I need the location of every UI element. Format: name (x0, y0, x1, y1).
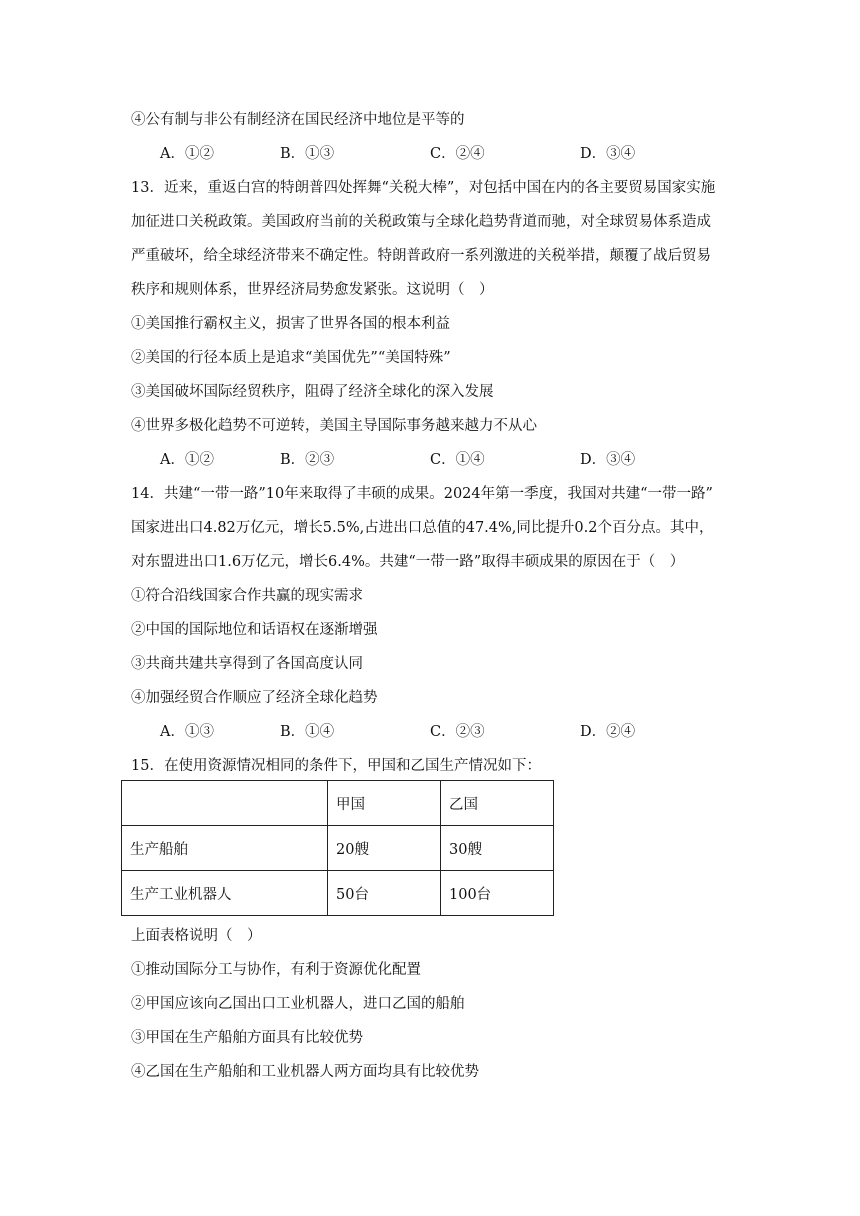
table-cell: 20艘 (328, 826, 441, 871)
table-header-cell: 甲国 (328, 781, 441, 826)
q15-item-1: ①推动国际分工与协作，有利于资源优化配置 (131, 962, 421, 978)
q13-option-d[interactable]: D．③④ (580, 452, 636, 468)
q13-option-a[interactable]: A．①② (160, 452, 214, 468)
q15-after-table-text: 上面表格说明（ ） (131, 928, 262, 944)
production-table (121, 780, 554, 916)
table-header-row (122, 781, 554, 826)
q12-option-a[interactable]: A．①② (160, 146, 214, 162)
q14-stem-line-1: 14．共建“一带一路”10年来取得了丰硕的成果。2024年第一季度，我国对共建“一带一路” (131, 486, 713, 502)
q12-option-b[interactable]: B．①③ (280, 146, 335, 162)
q14-options (160, 722, 720, 742)
table-row (122, 871, 554, 916)
table-cell: 30艘 (441, 826, 554, 871)
q13-item-3: ③美国破坏国际经贸秩序，阻碍了经济全球化的深入发展 (131, 384, 494, 400)
q15-item-2: ②甲国应该向乙国出口工业机器人，进口乙国的船舶 (131, 996, 465, 1012)
table-header-cell (122, 781, 328, 826)
q13-option-b[interactable]: B．②③ (280, 452, 335, 468)
q13-item-1: ①美国推行霸权主义，损害了世界各国的根本利益 (131, 316, 450, 332)
table-cell: 生产船舶 (122, 826, 328, 871)
q14-option-b[interactable]: B．①④ (280, 724, 335, 740)
table-header-cell: 乙国 (441, 781, 554, 826)
q15-stem: 15．在使用资源情况相同的条件下，甲国和乙国生产情况如下： (131, 758, 541, 774)
q14-stem-line-3: 对东盟进出口1.6万亿元，增长6.4%。共建“一带一路”取得丰硕成果的原因在于（ ） (131, 554, 685, 570)
q12-item-4: ④公有制与非公有制经济在国民经济中地位是平等的 (131, 112, 465, 128)
q14-item-2: ②中国的国际地位和话语权在逐渐增强 (131, 622, 378, 638)
q13-item-2: ②美国的行径本质上是追求“美国优先”“美国特殊” (131, 350, 451, 366)
q13-stem-line-1: 13．近来，重返白宫的特朗普四处挥舞“关税大棒”，对包括中国在内的各主要贸易国家实施 (131, 180, 716, 196)
table-cell: 100台 (441, 871, 554, 916)
q14-item-1: ①符合沿线国家合作共赢的现实需求 (131, 588, 363, 604)
q15-item-4: ④乙国在生产船舶和工业机器人两方面均具有比较优势 (131, 1064, 479, 1080)
q14-option-d[interactable]: D．②④ (580, 724, 636, 740)
q14-item-4: ④加强经贸合作顺应了经济全球化趋势 (131, 690, 378, 706)
table-cell: 50台 (328, 871, 441, 916)
q15-item-3: ③甲国在生产船舶方面具有比较优势 (131, 1030, 363, 1046)
table-cell: 生产工业机器人 (122, 871, 328, 916)
q12-options (160, 144, 720, 164)
table-row (122, 826, 554, 871)
q13-options (160, 450, 720, 470)
q14-option-a[interactable]: A．①③ (160, 724, 214, 740)
q14-item-3: ③共商共建共享得到了各国高度认同 (131, 656, 363, 672)
q12-option-d[interactable]: D．③④ (580, 146, 636, 162)
q14-option-c[interactable]: C．②③ (430, 724, 485, 740)
q14-stem-line-2: 国家进出口4.82万亿元，增长5.5%,占进出口总值的47.4%,同比提升0.2个百分点。其中， (131, 520, 714, 536)
q13-stem-line-4: 秩序和规则体系，世界经济局势愈发紧张。这说明（ ） (131, 282, 494, 298)
q13-stem-line-2: 加征进口关税政策。美国政府当前的关税政策与全球化趋势背道而驰，对全球贸易体系造成 (131, 214, 711, 230)
q13-item-4: ④世界多极化趋势不可逆转，美国主导国际事务越来越力不从心 (131, 418, 537, 434)
q13-stem-line-3: 严重破坏，给全球经济带来不确定性。特朗普政府一系列激进的关税举措，颠覆了战后贸易 (131, 248, 711, 264)
q12-option-c[interactable]: C．②④ (430, 146, 485, 162)
q13-option-c[interactable]: C．①④ (430, 452, 485, 468)
